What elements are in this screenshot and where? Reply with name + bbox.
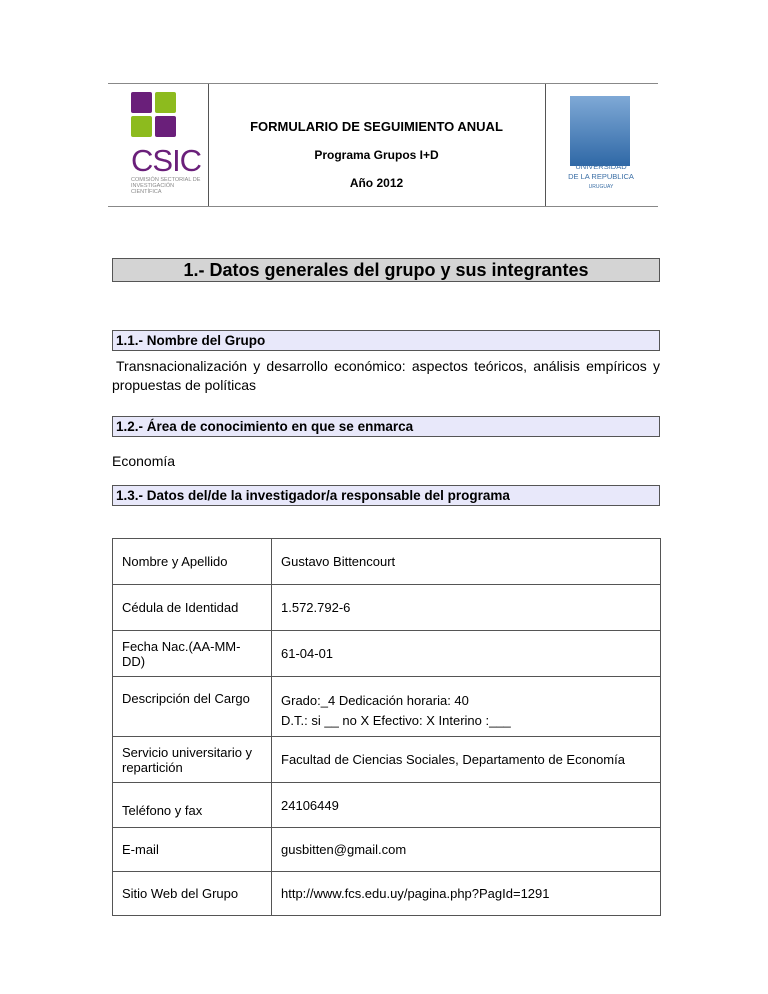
- header-table: [108, 83, 658, 207]
- table-row: Descripción del Cargo Grado:_4 Dedicación horaria: 40 D.T.: si __ no X Efectivo: X Interino :___: [113, 677, 661, 737]
- email-link[interactable]: gusbitten@gmail.com: [272, 828, 661, 872]
- year: Año 2012: [349, 176, 404, 190]
- table-row: Teléfono y fax 24106449: [113, 783, 661, 828]
- table-row: Fecha Nac.(AA-MM-DD) 61-04-01: [113, 631, 661, 677]
- udelar-logo: UNIVERSIDAD DE LA REPUBLICA URUGUAY: [545, 84, 658, 206]
- table-row: Cédula de Identidad 1.572.792-6: [113, 585, 661, 631]
- website-link[interactable]: http://www.fcs.edu.uy/pagina.php?PagId=1291: [272, 872, 661, 916]
- table-row: Nombre y Apellido Gustavo Bittencourt: [113, 539, 661, 585]
- table-row: E-mail gusbitten@gmail.com: [113, 828, 661, 872]
- form-title: FORMULARIO DE SEGUIMIENTO ANUAL: [250, 119, 503, 134]
- group-name: Transnacionalización y desarrollo económico: aspectos teóricos, análisis empíricos y propuestas de políticas: [112, 358, 660, 393]
- knowledge-area: Economía: [112, 453, 176, 469]
- researcher-table: [112, 538, 661, 916]
- section-title: 1.- Datos generales del grupo y sus integrantes: [112, 258, 660, 282]
- program-name: Programa Grupos I+D: [314, 148, 439, 162]
- section-1-2-heading: 1.2.- Área de conocimiento en que se enmarca: [112, 416, 660, 437]
- section-1-1-heading: 1.1.- Nombre del Grupo: [112, 330, 660, 351]
- csic-logo: CSIC COMISIÓN SECTORIAL DE INVESTIGACIÓN CIENTÍFICA: [108, 84, 209, 206]
- table-row: Servicio universitario y repartición Facultad de Ciencias Sociales, Departamento de Economía: [113, 737, 661, 783]
- table-row: Sitio Web del Grupo http://www.fcs.edu.uy/pagina.php?PagId=1291: [113, 872, 661, 916]
- section-1-3-heading: 1.3.- Datos del/de la investigador/a responsable del programa: [112, 485, 660, 506]
